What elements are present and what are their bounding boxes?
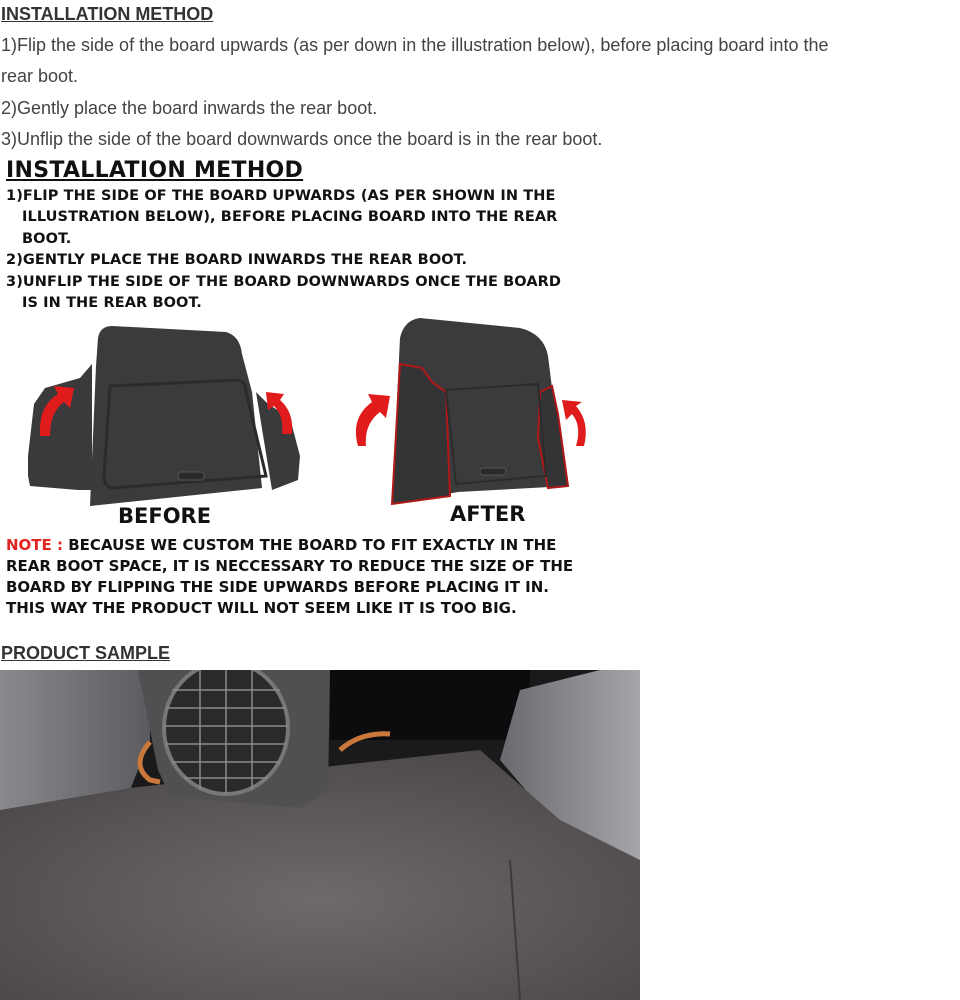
step-2-text: 2)Gently place the board inwards the rear boot. — [1, 98, 378, 118]
after-right-arrow-icon — [562, 400, 586, 446]
step-3-text: 3)Unflip the side of the board downwards once the board is in the rear boot. — [1, 129, 603, 149]
note-label: NOTE : — [6, 536, 64, 554]
before-left-flap — [28, 364, 92, 490]
product-sample-photo — [0, 670, 640, 1000]
illustration-line-3: BOOT. — [22, 231, 72, 247]
illustration-line-4: 2)GENTLY PLACE THE BOARD INWARDS THE REAR BOOT. — [6, 252, 468, 268]
before-caption: BEFORE — [118, 504, 212, 528]
rear-opening — [330, 670, 530, 740]
after-handle — [480, 468, 506, 475]
note-line-3: BOARD BY FLIPPING THE SIDE UPWARDS BEFORE PLACING IT IN. — [6, 578, 549, 596]
boot-photo-drawing — [0, 670, 640, 1000]
note-line-1 — [6, 536, 556, 554]
illustration-line-1: 1)FLIP THE SIDE OF THE BOARD UPWARDS (AS PER SHOWN IN THE — [6, 188, 556, 204]
note-text-1: BECAUSE WE CUSTOM THE BOARD TO FIT EXACTLY IN THE — [68, 536, 557, 554]
product-sample-heading: PRODUCT SAMPLE — [1, 643, 171, 663]
illustration-line-5: 3)UNFLIP THE SIDE OF THE BOARD DOWNWARDS ONCE THE BOARD — [6, 274, 562, 290]
illustration-title: INSTALLATION METHOD — [6, 158, 304, 183]
installation-illustration — [0, 156, 640, 626]
illustration-line-2: ILLUSTRATION BELOW), BEFORE PLACING BOARD INTO THE REAR — [22, 209, 558, 225]
after-caption: AFTER — [450, 502, 526, 526]
before-handle — [178, 472, 204, 480]
note-line-4: THIS WAY THE PRODUCT WILL NOT SEEM LIKE IT IS TOO BIG. — [6, 599, 517, 617]
boot-board-drawing — [0, 156, 640, 626]
step-1-text-continued: rear boot. — [1, 66, 79, 86]
illustration-line-6: IS IN THE REAR BOOT. — [22, 295, 202, 311]
after-left-arrow-icon — [356, 394, 390, 446]
note-line-2: REAR BOOT SPACE, IT IS NECCESSARY TO REDUCE THE SIZE OF THE — [6, 557, 574, 575]
step-1-text: 1)Flip the side of the board upwards (as per down in the illustration below), before placing board into the — [1, 35, 829, 55]
installation-heading: INSTALLATION METHOD — [1, 4, 214, 24]
